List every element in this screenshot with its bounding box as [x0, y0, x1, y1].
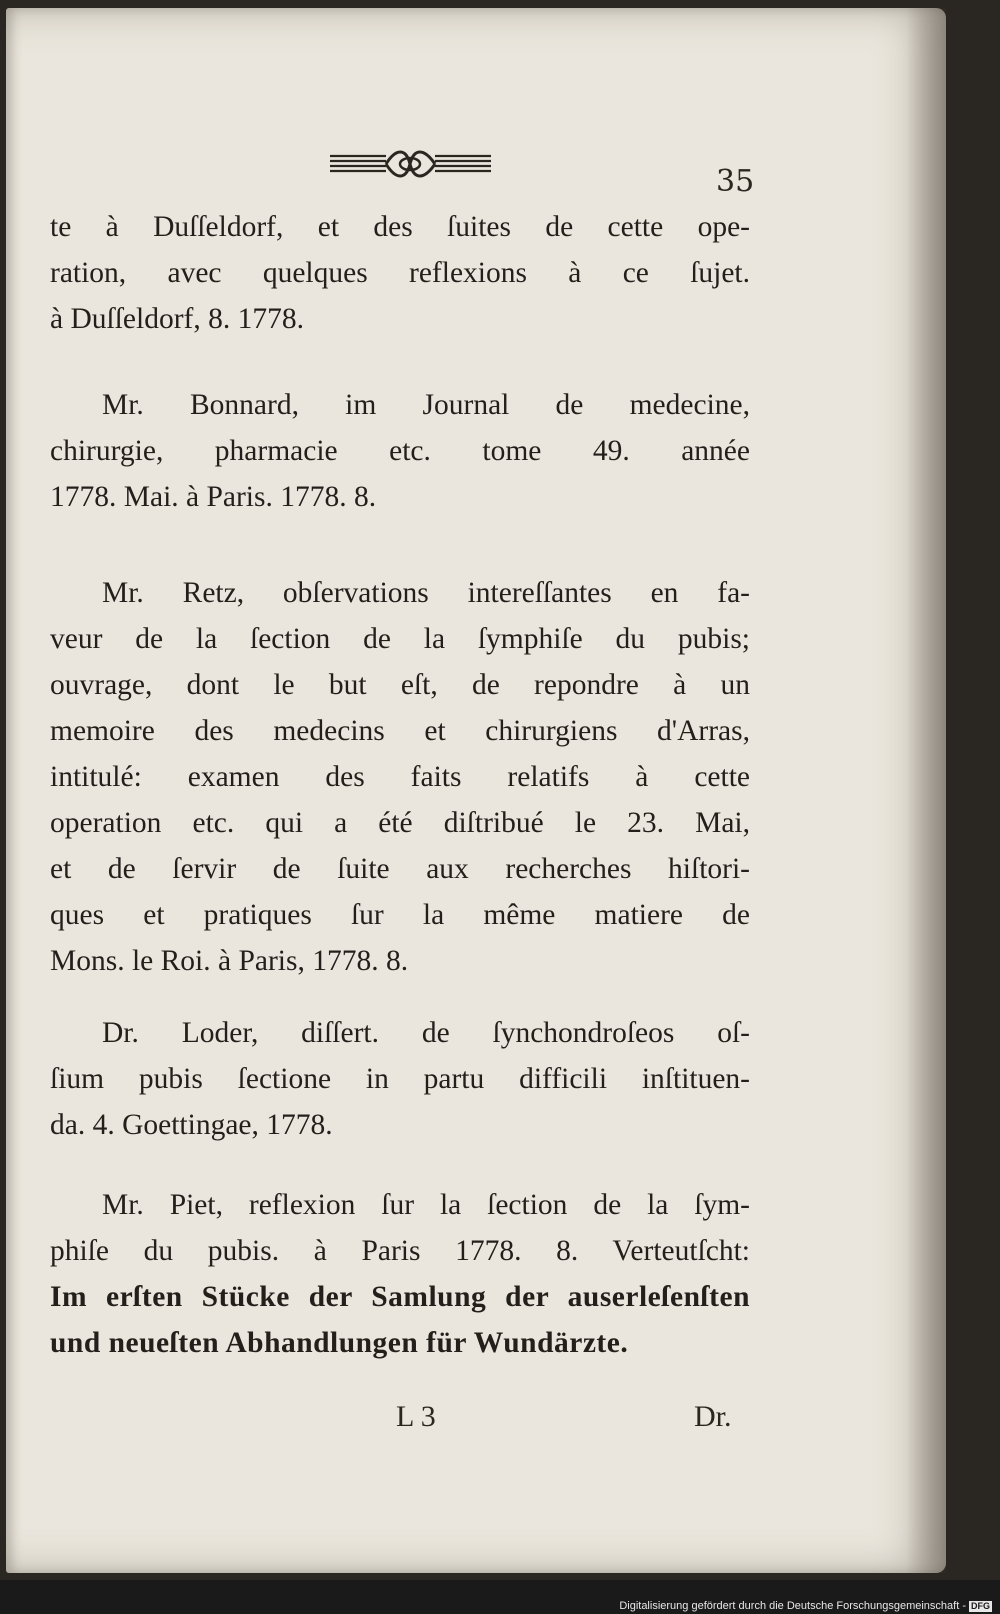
text-line: ouvrage, dont le but eſt, de repondre à un — [50, 669, 750, 701]
text-line: Mr. Bonnard, im Journal de medecine, — [102, 389, 750, 421]
signature-mark: L 3 — [396, 1400, 436, 1433]
paragraph-loder — [50, 1010, 750, 1148]
text-line: veur de la ſection de la ſymphiſe du pubis; — [50, 623, 750, 655]
paragraph-piet — [50, 1182, 750, 1366]
text-line: da. 4. Goettingae, 1778. — [50, 1109, 333, 1141]
text-line: Im erſten Stücke der Samlung der auserleſenſten — [50, 1281, 750, 1313]
page-edge-shadow — [906, 8, 946, 1573]
text-line: ſium pubis ſectione in partu difficili inſtituen- — [50, 1063, 750, 1095]
text-line: phiſe du pubis. à Paris 1778. 8. Verteutſcht: — [50, 1235, 750, 1267]
catchword: Dr. — [694, 1400, 732, 1433]
text-line: ques et pratiques ſur la même matiere de — [50, 899, 750, 931]
text-line: Dr. Loder, diſſert. de ſynchondroſeos oſ- — [102, 1017, 750, 1049]
page-number: 35 — [716, 164, 755, 199]
book-page — [6, 8, 946, 1573]
credit-text: Digitalisierung gefördert durch die Deutsche Forschungsgemeinschaft - — [619, 1600, 966, 1612]
text-line: Mr. Retz, obſervations intereſſantes en fa- — [102, 577, 750, 609]
text-line: Mons. le Roi. à Paris, 1778. 8. — [50, 945, 409, 977]
digitization-credit — [619, 1600, 992, 1612]
text-line: ration, avec quelques reflexions à ce ſujet. — [50, 257, 750, 289]
text-line: chirurgie, pharmacie etc. tome 49. année — [50, 435, 750, 467]
text-line: memoire des medecins et chirurgiens d'Arras, — [50, 715, 750, 747]
text-line: 1778. Mai. à Paris. 1778. 8. — [50, 481, 377, 513]
text-line: te à Duſſeldorf, et des ſuites de cette ope- — [50, 211, 750, 243]
text-line: und neueſten Abhandlungen für Wundärzte. — [50, 1327, 629, 1359]
paragraph-retz — [50, 570, 750, 984]
paragraph-dusseldorf — [50, 204, 750, 342]
ornament-icon — [328, 144, 493, 184]
text-line: Mr. Piet, reflexion ſur la ſection de la ſym- — [102, 1189, 750, 1221]
text-line: à Duſſeldorf, 8. 1778. — [50, 303, 304, 335]
dfg-logo: DFG — [971, 1600, 990, 1611]
text-line: operation etc. qui a été diſtribué le 23. Mai, — [50, 807, 750, 839]
text-line: et de ſervir de ſuite aux recherches hiſtori- — [50, 853, 750, 885]
paragraph-bonnard — [50, 382, 750, 520]
text-line: intitulé: examen des faits relatifs à cette — [50, 761, 750, 793]
